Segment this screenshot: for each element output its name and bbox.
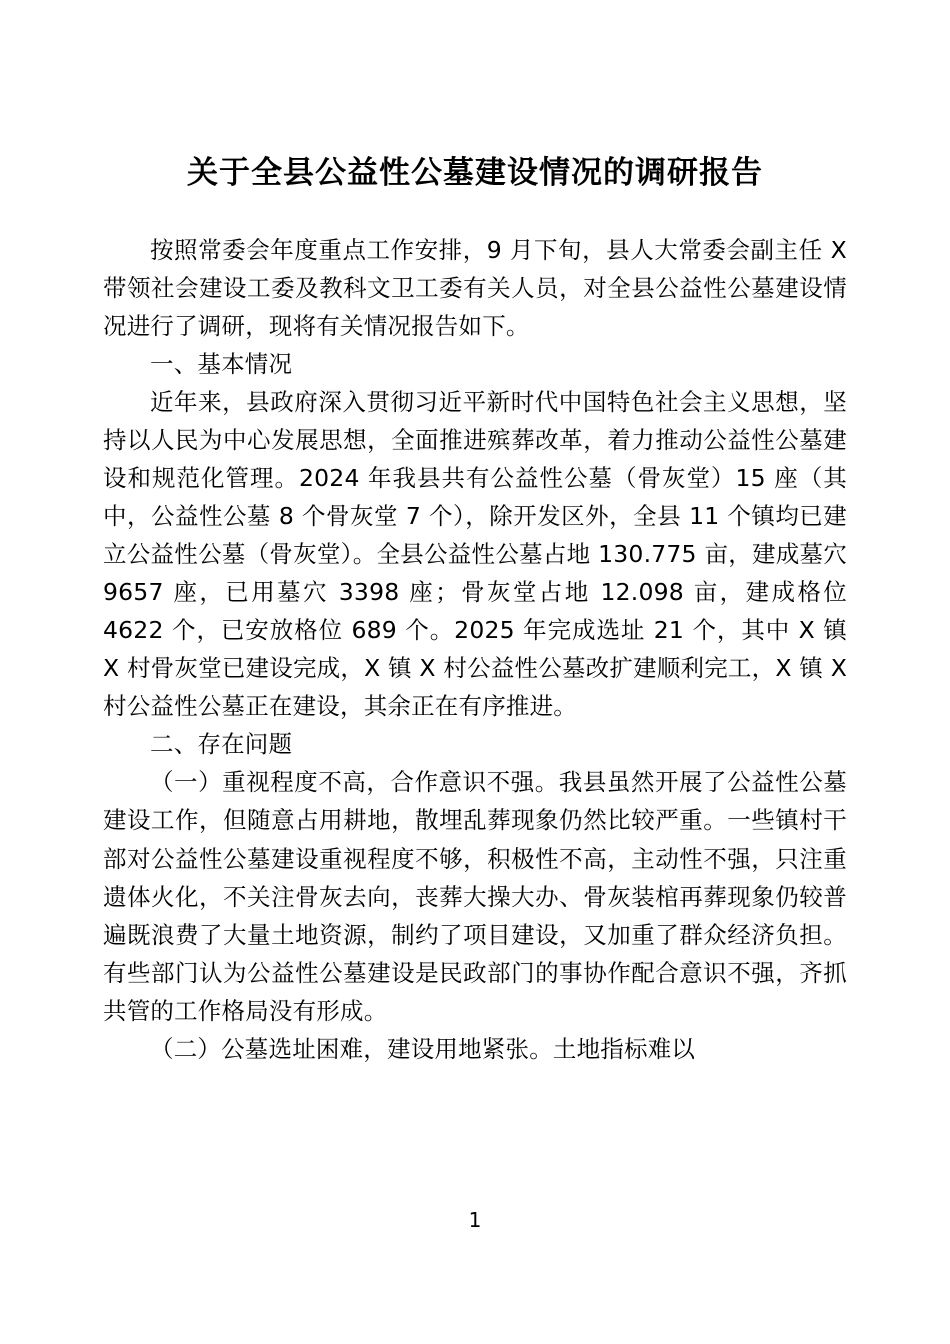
paragraph-3: （一）重视程度不高，合作意识不强。我县虽然开展了公益性公墓建设工作，但随意占用耕地，散埋乱葬现象仍然比较严重。一些镇村干部对公益性公墓建设重视程度不够，积极性不高，主动性不强，只注重遗体火化，不关注骨灰去向，丧葬大操大办、骨灰装棺再葬现象仍较普遍既浪费了大量土地资源，制约了项目建设，又加重了群众经济负担。有些部门认为公益性公墓建设是民政部门的事协作配合意识不强，齐抓共管的工作格局没有形成。 [103, 768, 847, 1025]
paragraph-2: 近年来，县政府深入贯彻习近平新时代中国特色社会主义思想，坚持以人民为中心发展思想，全面推进殡葬改革，着力推动公益性公墓建设和规范化管理。2024 年我县共有公益性公墓（骨灰堂）15 座（其中，公益性公墓 8 个骨灰堂 7 个），除开发区外，全县 11 个镇均已建立公益性公墓（骨灰堂）。全县公益性公墓占地 130.775 亩，建成墓穴 9657 座，已用墓穴 3398 座；骨灰堂占地 12.098 亩，建成格位 4622 个，已安放格位 689 个。2025 年完成选址 21 个，其中 X 镇 X 村骨灰堂已建设完成，X 镇 X 村公益性公墓改扩建顺利完工，X 镇 X 村公益性公墓正在建设，其余正在有序推进。 [103, 387, 847, 721]
paragraph-1: 按照常委会年度重点工作安排，9 月下旬，县人大常委会副主任 X 带领社会建设工委及教科文卫工委有关人员，对全县公益性公墓建设情况进行了调研，现将有关情况报告如下。 [103, 235, 847, 340]
paragraph-4: （二）公墓选址困难，建设用地紧张。土地指标难以 [150, 1034, 696, 1063]
page-title: 关于全县公益性公墓建设情况的调研报告 [187, 155, 763, 191]
section-heading-1: 一、基本情况 [150, 349, 293, 378]
section-heading-2: 二、存在问题 [150, 730, 293, 759]
page-number: 1 [468, 1208, 482, 1232]
